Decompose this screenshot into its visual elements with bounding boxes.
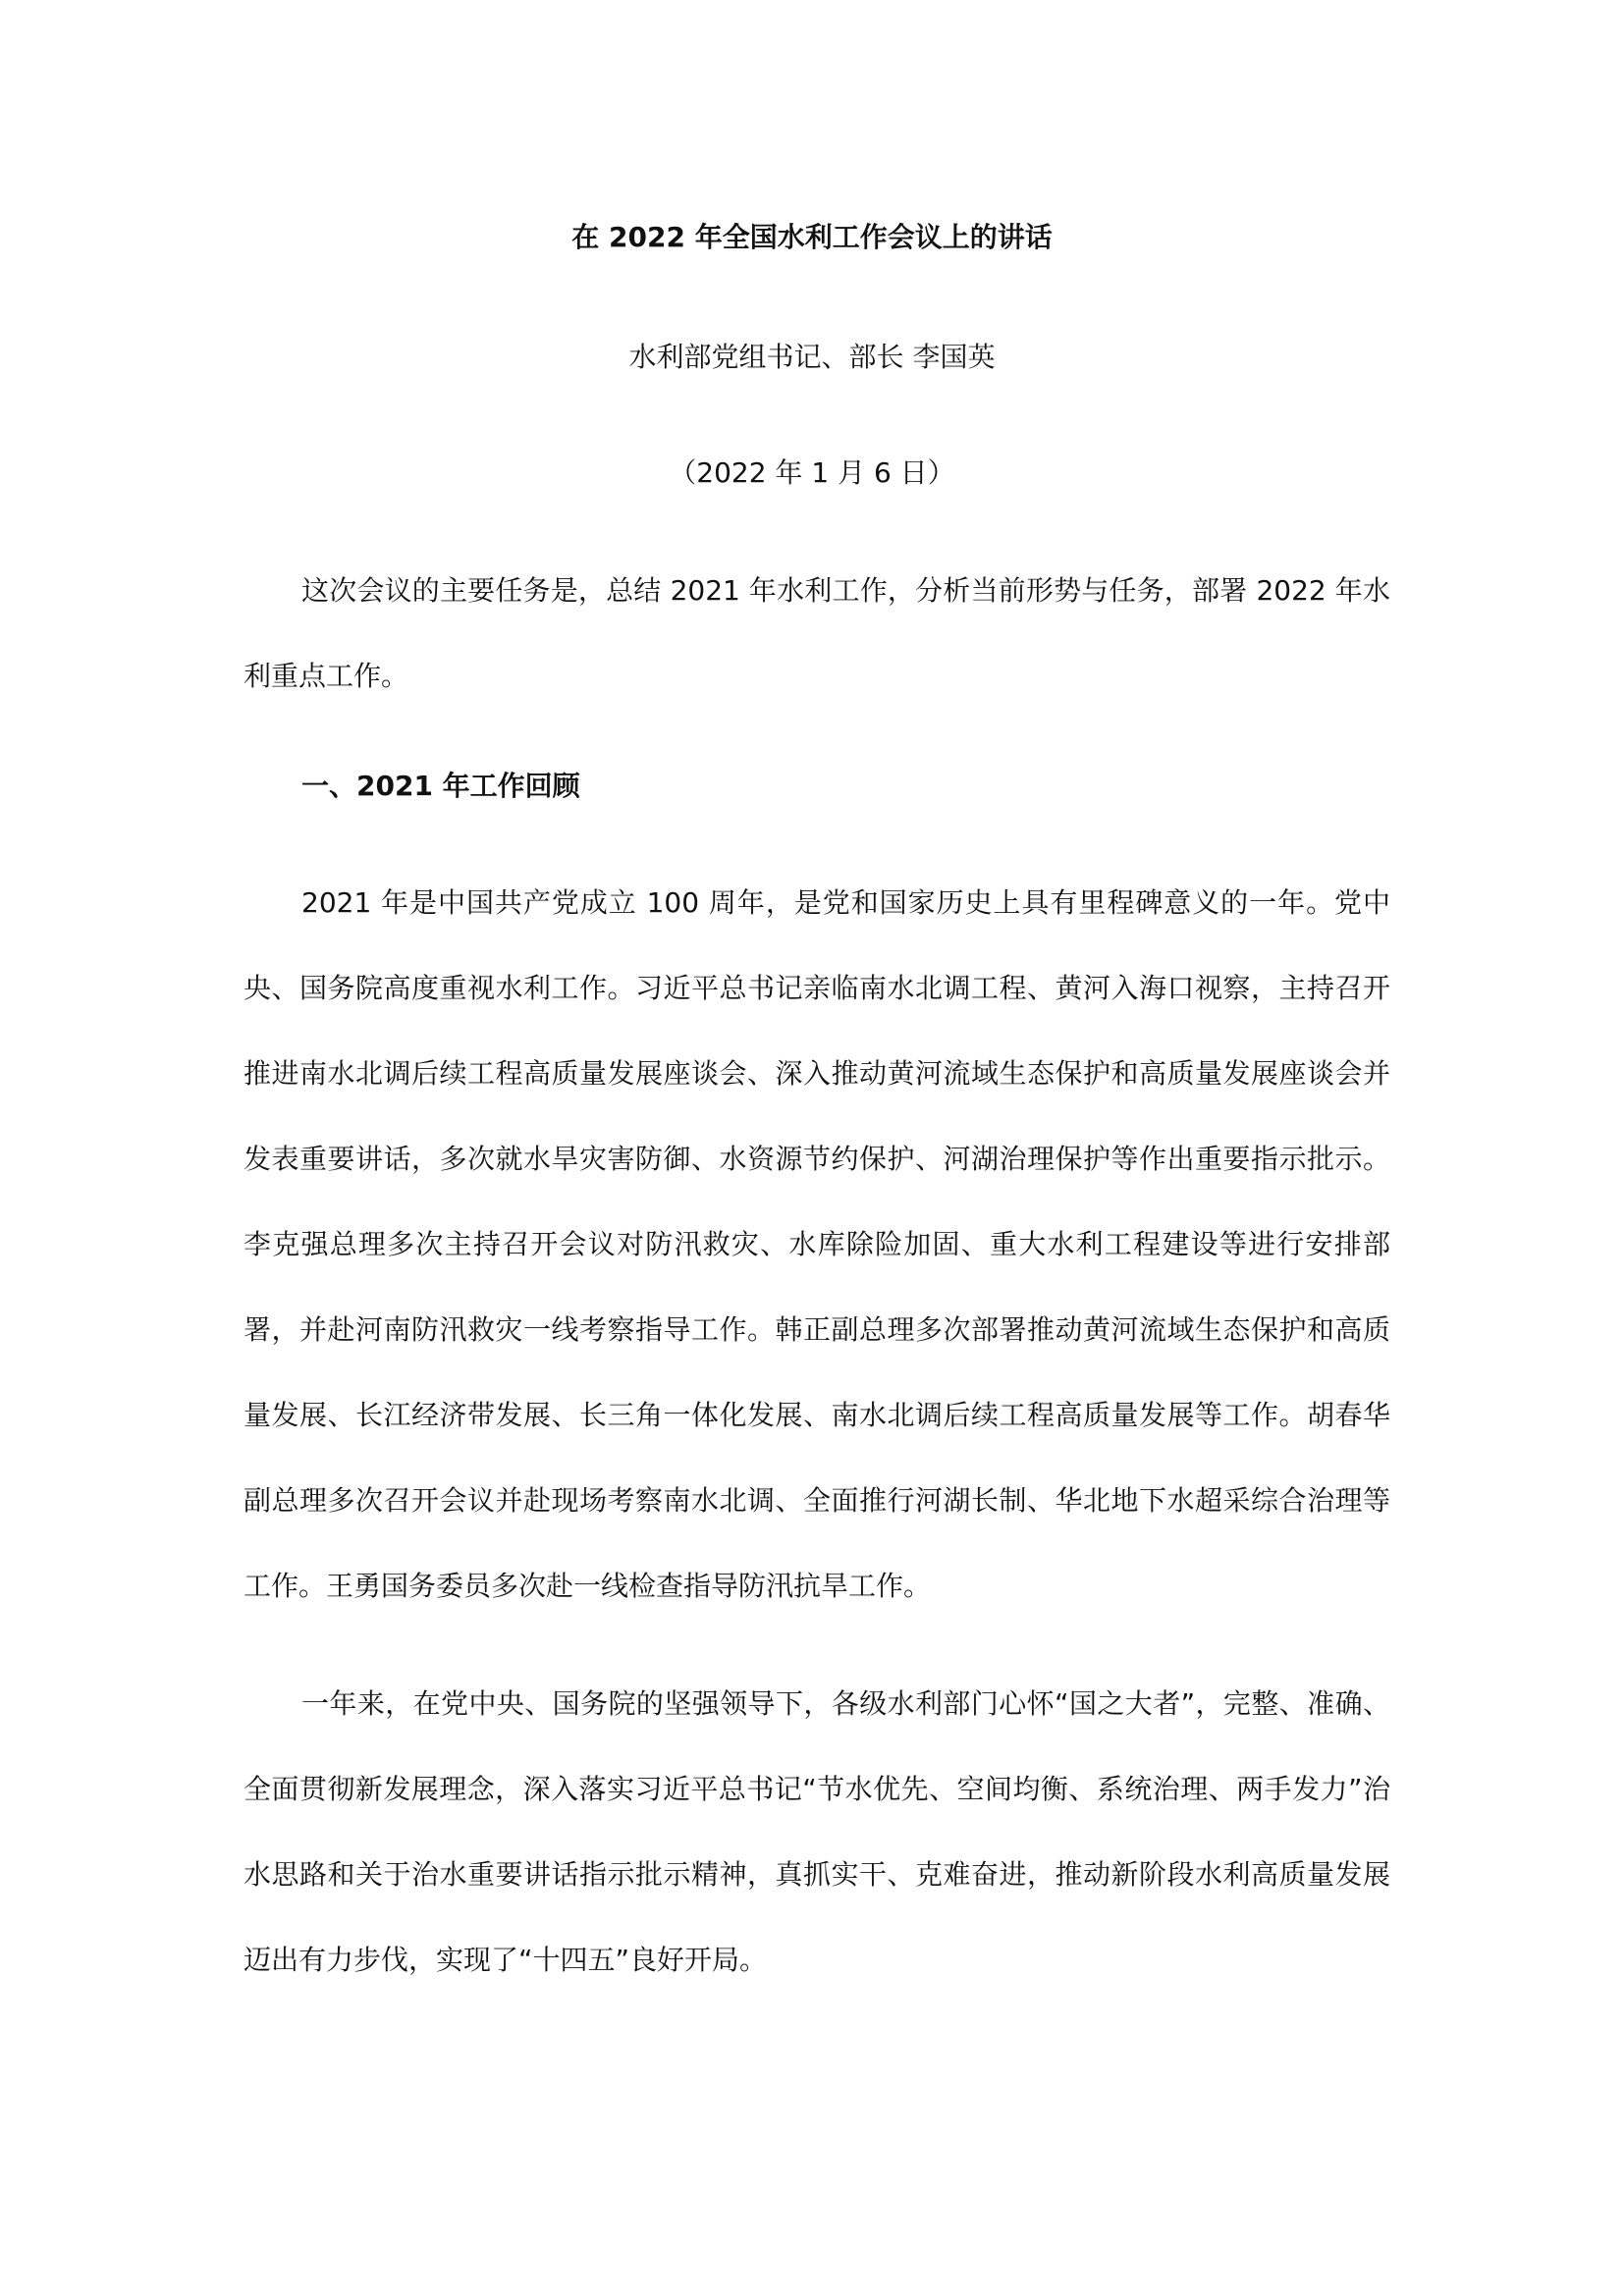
intro-paragraph: 这次会议的主要任务是，总结 2021 年水利工作，分析当前形势与任务，部署 2022 年水利重点工作。 [244, 574, 1390, 692]
document-title: 在 2022 年全国水利工作会议上的讲话 [571, 221, 1053, 253]
body-paragraph: 2021 年是中国共产党成立 100 周年，是党和国家历史上具有里程碑意义的一年。党中央、国务院高度重视水利工作。习近平总书记亲临南水北调工程、黄河入海口视察，主持召开推进南水北调后续工程高质量发展座谈会、深入推动黄河流域生态保护和高质量发展座谈会并发表重要讲话，多次就水旱灾害防御、水资源节约保护、河湖治理保护等作出重要指示批示。李克强总理多次主持召开会议对防汛救灾、水库除险加固、重大水利工程建设等进行安排部署，并赴河南防汛救灾一线考察指导工作。韩正副总理多次部署推动黄河流域生态保护和高质量发展、长江经济带发展、长三角一体化发展、南水北调后续工程高质量发展等工作。胡春华副总理多次召开会议并赴现场考察南水北调、全面推行河湖长制、华北地下水超采综合治理等工作。王勇国务委员多次赴一线检查指导防汛抗旱工作。 [244, 886, 1390, 1602]
section-heading: 一、2021 年工作回顾 [301, 770, 580, 802]
body-paragraph: 一年来，在党中央、国务院的坚强领导下，各级水利部门心怀“国之大者”，完整、准确、全面贯彻新发展理念，深入落实习近平总书记“节水优先、空间均衡、系统治理、两手发力”治水思路和关于治水重要讲话指示批示精神，真抓实干、克难奋进，推动新阶段水利高质量发展迈出有力步伐，实现了“十四五”良好开局。 [244, 1687, 1390, 1976]
document-date: （2022 年 1 月 6 日） [669, 456, 955, 489]
document-author: 水利部党组书记、部长 李国英 [628, 341, 996, 373]
